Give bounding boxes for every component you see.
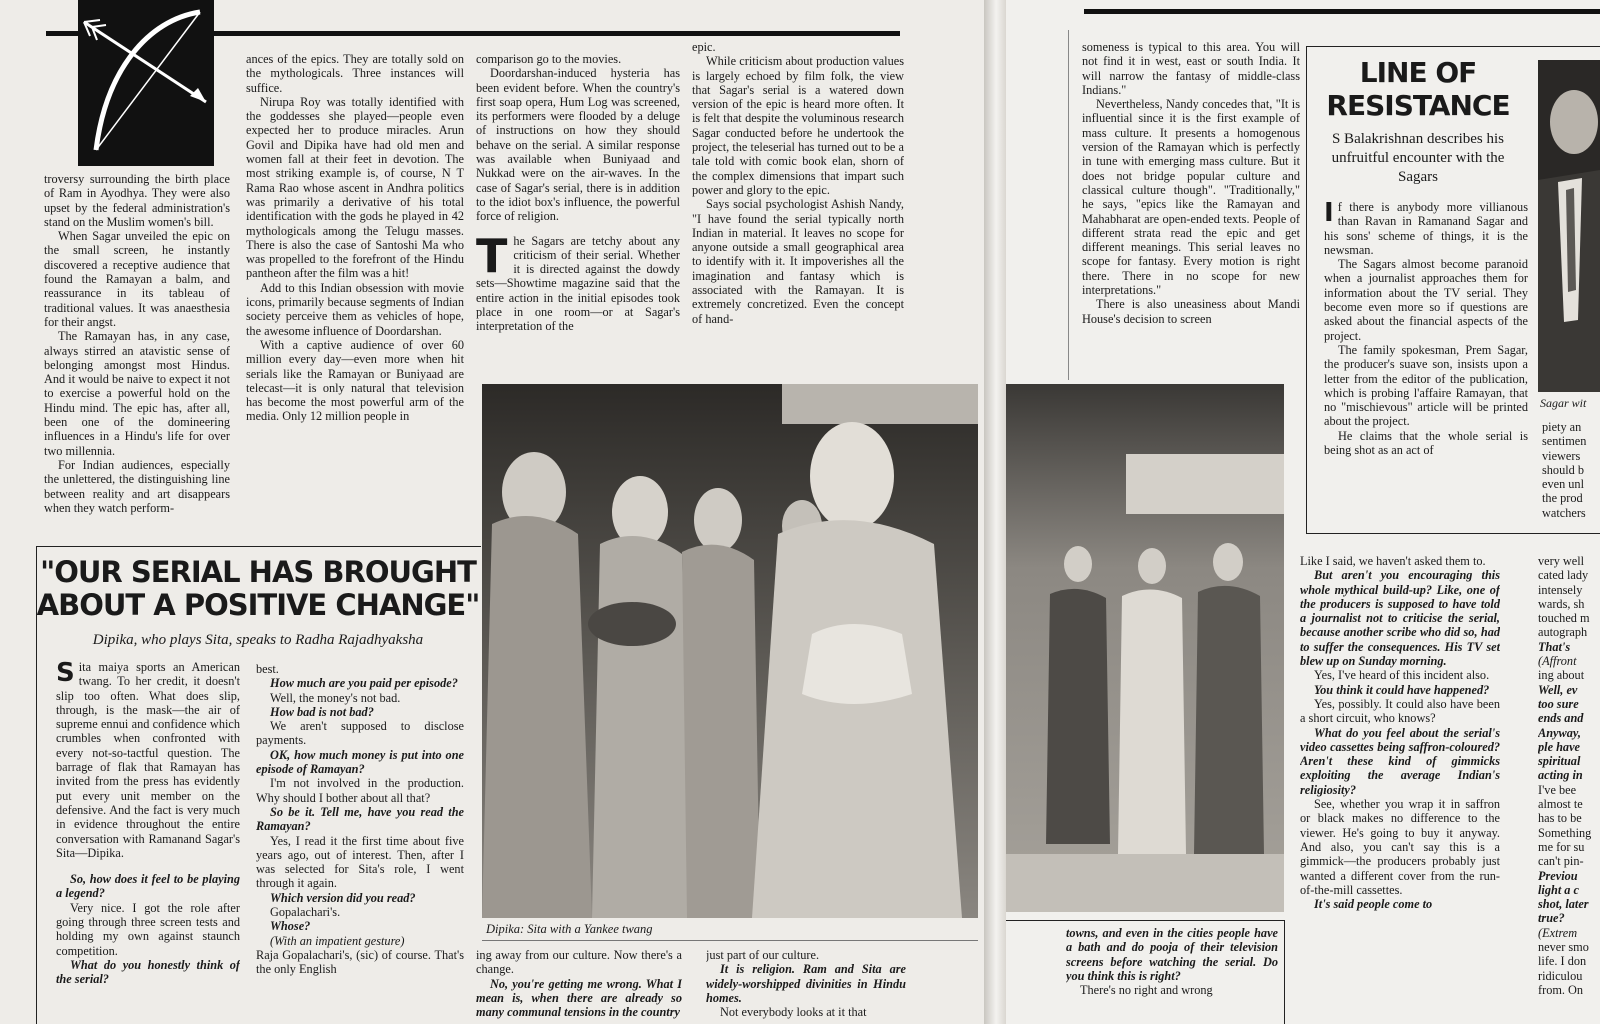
answer: Yes, I read it the first time about five years ago, out of interest. Then, after I was selected for Sita's role, I went through it again. — [256, 833, 464, 891]
line: me for su — [1538, 839, 1585, 854]
paragraph: The Sagars almost become paranoid when a journalist approaches them for information about the TV serial. They become even more so if questions are asked about the financial aspects of the project. — [1324, 257, 1528, 343]
line: (Affront — [1538, 654, 1577, 669]
paragraph: For Indian audiences, especially the unlettered, the distinguishing line between reality and art disappears when they watch perform- — [44, 457, 230, 515]
paragraph: The family spokesman, Prem Sagar, the producer's suave son, insists upon a letter from the editor of the publication, which is probing l'affaire Ramayan, that no "mischievous" article will be printed about the project. — [1324, 342, 1528, 429]
line: ridiculou — [1538, 968, 1583, 983]
line: acting in — [1538, 768, 1583, 783]
answer: Very nice. I got the role after going through three screen tests and holding my own against staunch competition. — [56, 900, 240, 958]
answer: Yes, I've heard of this incident also. — [1314, 668, 1490, 683]
paragraph: Nevertheless, Nandy concedes that, "It is influential since it is the first example of mass culture. It presents a homogenous version of the Ramayan which is perfectly in tune with emerging mass culture. But it does not bridge popular culture and classical culture though". "Traditionally," he says, "epics like the Ramayan and Mahabharat are open-ended texts. People of different strata read the epic and get different meanings. This serial leaves no scope for fantasy. Every motion is right there. There in no scope for new interpretations." — [1082, 97, 1300, 298]
question: OK, how much money is put into one episode of Ramayan? — [256, 747, 464, 777]
question: What do you feel about the serial's video cassettes being saffron-coloured? Aren't these kind of gimmicks exploiting the average Indian's religiosity? — [1300, 725, 1500, 797]
bow-and-arrow-logo — [78, 0, 214, 166]
article-column-4 — [692, 40, 904, 380]
line: ends and — [1538, 711, 1584, 726]
stage-direction: (With an impatient gesture) — [270, 933, 405, 948]
sidebar-deck: S Balakrishnan describes his unfruitful encounter with the Sagars — [1331, 131, 1505, 185]
interview-headline — [36, 556, 480, 622]
question: Which version did you read? — [270, 890, 416, 905]
line: too sure — [1538, 696, 1579, 711]
question: No, you're getting me wrong. What I mean is, when there are already so many communal tensions in the country — [476, 976, 682, 1020]
line: from. On — [1538, 982, 1584, 997]
headline-line: LINE OF — [1359, 56, 1477, 89]
answer: Well, the money's not bad. — [270, 690, 401, 705]
line: wards, sh — [1538, 596, 1585, 611]
paragraph: Add to this Indian obsession with movie icons, primarily because segments of Indian society perceive them as vehicles of hope, the awesome influence of Doordarshan. — [246, 280, 464, 338]
drop-cap: I — [1324, 200, 1334, 228]
photo-sita-with-attendants — [482, 384, 978, 918]
line: Anyway, — [1538, 725, 1581, 740]
interview-column-1 — [56, 660, 240, 1024]
interview-column-4 — [706, 948, 906, 1024]
sidebar-overflow-column — [1542, 420, 1600, 526]
top-rule — [1084, 9, 1600, 14]
sidebar-headline — [1312, 56, 1524, 122]
paragraph: With a captive audience of over 60 million every day—even more when hit serials like the Ramayan or Buniyaad are telecast—it is only natural that television has become the most powerful arm of the media. Only 12 million people in — [246, 337, 464, 424]
question: Whose? — [270, 919, 311, 934]
question: It is religion. Ram and Sita are widely-worshipped divinities in Hindu homes. — [706, 962, 906, 1005]
line: almost te — [1538, 797, 1583, 812]
question: How much are you paid per episode? — [270, 676, 458, 691]
caption-rule — [482, 940, 978, 941]
answer: ing away from our culture. Now there's a change. — [476, 948, 682, 977]
line: piety an — [1542, 420, 1582, 434]
paragraph: When Sagar unveiled the epic on the small screen, he instantly discovered a receptive audience that found the Ramayan a balm, and reassurance in its tableau of traditional values. It was anaesthesia for their angst. — [44, 229, 230, 329]
answer: Not everybody looks at it that — [720, 1005, 867, 1020]
drop-cap: T — [476, 228, 508, 283]
headline-line: ABOUT A POSITIVE CHANGE" — [36, 588, 480, 622]
question: So be it. Tell me, have you read the Ramayan? — [256, 804, 464, 834]
headline-line: RESISTANCE — [1326, 89, 1510, 122]
line: life. I don — [1538, 954, 1587, 969]
answer: Gopalachari's. — [270, 905, 341, 920]
line: viewers — [1542, 448, 1581, 463]
line: even unl — [1542, 477, 1585, 492]
article-column-2 — [246, 52, 464, 528]
paragraph: Nirupa Roy was totally identified with the goddesses she played—people even expected her to produce miracles. Arun Govil and Dipika have had old men and women fall at their feet in devotion. The most striking example is, of course, N T Rama Rao whose ascent in Andhra politics was primarily a derivative of his total identification with the gods he played in 42 mythologicals among the Telugu masses. There is also the case of Santoshi Ma who was propelled to the forefront of the Hindu pantheon after the film was a hit! — [246, 94, 464, 281]
question: You think it could have happened? — [1314, 682, 1490, 697]
answer: There's no right and wrong — [1080, 983, 1213, 998]
question: towns, and even in the cities people have a bath and do pooja of their television screens before watching the serial. Do you think this is right? — [1066, 926, 1278, 983]
interview-column-2 — [256, 662, 464, 1024]
answer: just part of our culture. — [706, 948, 820, 962]
answer: See, whether you wrap it in saffron or black makes no difference to the viewer. He's going to buy it anyway. And also, you can't say this is a gimmick—the producers probably just wanted a different cover from the run-of-the-mill cassettes. — [1300, 797, 1500, 897]
line: watchers — [1542, 505, 1586, 520]
photo-attendants — [1006, 384, 1284, 912]
line: I've bee — [1538, 782, 1577, 797]
line: never smo — [1538, 940, 1589, 955]
photo-caption: Sagar wit — [1540, 396, 1587, 410]
right-page — [1006, 0, 1600, 1024]
line: the prod — [1542, 491, 1583, 506]
line: shot, later — [1538, 897, 1589, 912]
paragraph: Doordarshan-induced hysteria has been evident before. When the country's first soap opera, Hum Log was screened, its performers were flooded by a deluge of instructions on how they should behave on the serial. A similar response was available when Buniyaad and Nukkad were on the air-waves. In the case of Sagar's serial, there is in addition to the idiot box's influence, the powerful force of religion. — [476, 66, 680, 224]
column-frame — [1068, 30, 1069, 380]
line: Well, ev — [1538, 682, 1578, 697]
drop-cap: S — [56, 660, 75, 688]
paragraph: Sita maiya sports an American twang. To her credit, it doesn't slip too often. What does slip, through, is the mask—the air of supreme ennui and confidence which crumbles when confronted with every not-so-tactful question. The barrage of flak that Ramayan has invited from the press has evidently put every unit member on the defensive. And the fact is very much in evidence throughout the entire conversation with Ramanand Sagar's Sita—Dipika. — [56, 660, 240, 860]
interview-continued-column-2 — [1300, 554, 1500, 1024]
line: ple have — [1538, 739, 1581, 754]
line: has to be — [1538, 811, 1582, 826]
question: What do you honestly think of the serial? — [56, 957, 240, 987]
interview-continued-column-3 — [1538, 554, 1600, 1024]
line: ing about — [1538, 668, 1585, 683]
line: sentimen — [1542, 434, 1587, 449]
article-column-1 — [1082, 40, 1300, 380]
line: intensely — [1538, 582, 1583, 597]
line: Previou — [1538, 868, 1578, 883]
interview-continued-column-1 — [1066, 926, 1278, 1024]
interview-column-3 — [476, 948, 682, 1024]
photo-caption: Dipika: Sita with a Yankee twang — [486, 922, 653, 936]
paragraph: He claims that the whole serial is being shot as an act of — [1324, 428, 1528, 458]
line: light a c — [1538, 882, 1579, 897]
answer: Raja Gopalachari's, (sic) of course. That's the only English — [256, 947, 464, 977]
paragraph: ances of the epics. They are totally sold on the mythologicals. Three instances will suffice. — [246, 52, 464, 95]
line: can't pin- — [1538, 854, 1584, 869]
paragraph: troversy surrounding the birth place of Ram in Ayodhya. They were also upset by the federal administration's stand on the Muslim women's bill. — [44, 172, 230, 229]
paragraph: Says social psychologist Ashish Nandy, "I have found the serial typically north Indian in material. It leaves no scope for anyone outside a small geographical area to identify with it. It impoverishes all the imagination and fantasy which is associated with the Ramayan. It is extremely concretized. Even the concept of hand- — [692, 197, 904, 326]
paragraph: epic. — [692, 40, 716, 54]
answer: I'm not involved in the production. Why should I bother about all that? — [256, 776, 464, 805]
line: very well — [1538, 554, 1585, 568]
line: Something — [1538, 825, 1592, 840]
headline-line: "OUR SERIAL HAS BROUGHT — [40, 555, 476, 589]
paragraph: The Ramayan has, in any case, always stirred an atavistic sense of belonging amongst most Hindus. And it would be naive to expect it not to exercise a powerful hold on the Hindu mind. The epic has, after all, been one of the domineering influences in a Hindu's life for over two millennia. — [44, 329, 230, 458]
interview-deck: Dipika, who plays Sita, speaks to Radha Rajadhyaksha — [92, 632, 424, 648]
line: autograph — [1538, 625, 1588, 640]
line: should b — [1542, 462, 1585, 477]
line: cated lady — [1538, 568, 1589, 583]
line: That's — [1538, 639, 1571, 654]
paragraph: comparison go to the movies. — [476, 52, 622, 66]
question: It's said people come to — [1314, 897, 1433, 912]
sidebar-body — [1324, 200, 1528, 524]
paragraph: If there is anybody more villianous than Ravan in Ramanand Sagar and his sons' scheme of things, it is the newsman. — [1324, 200, 1528, 257]
line: spiritual — [1538, 754, 1581, 769]
line: (Extrem — [1538, 925, 1578, 940]
paragraph: The Sagars are tetchy about any criticism of their serial. Whether it is directed against the dowdy sets—Showtime magazine said that the entire action in the initial episodes took place in one room—or at Sagar's interpretation of the — [476, 228, 680, 334]
answer: Like I said, we haven't asked them to. — [1300, 554, 1486, 568]
answer: Yes, possibly. It could also have been a short circuit, who knows? — [1300, 696, 1500, 726]
page-gutter — [984, 0, 1006, 1024]
article-column-1 — [44, 172, 230, 528]
line: true? — [1538, 911, 1565, 926]
question: But aren't you encouraging this whole mythical build-up? Like, one of the producers is supposed to have told a journalist not to criticise the serial, because another scribe who did so, had to suffer the consequences. His TV set blew up on Sunday morning. — [1300, 568, 1500, 669]
article-column-3 — [476, 52, 680, 380]
question: How bad is not bad? — [270, 704, 374, 719]
answer: best. — [256, 662, 279, 676]
photo-sagar — [1538, 60, 1600, 392]
paragraph: someness is typical to this area. You will not find it in west, east or south India. It will narrow the fantasy of middle-class Indians." — [1082, 40, 1300, 97]
line: touched m — [1538, 611, 1590, 626]
answer: We aren't supposed to disclose payments. — [256, 719, 464, 748]
paragraph: There is also uneasiness about Mandi House's decision to screen — [1082, 297, 1300, 326]
paragraph: While criticism about production values is largely echoed by film folk, the view that Sagar's serial is a watered down version of the epic is heard more often. It is felt that despite the voluminous research Sagar conducted before he undertook the project, the teleserial has turned out to be a tale told with comic book elan, shorn of the complex dimensions that impart such power and glory to the epic. — [692, 54, 904, 197]
question: So, how does it feel to be playing a legend? — [56, 872, 240, 901]
